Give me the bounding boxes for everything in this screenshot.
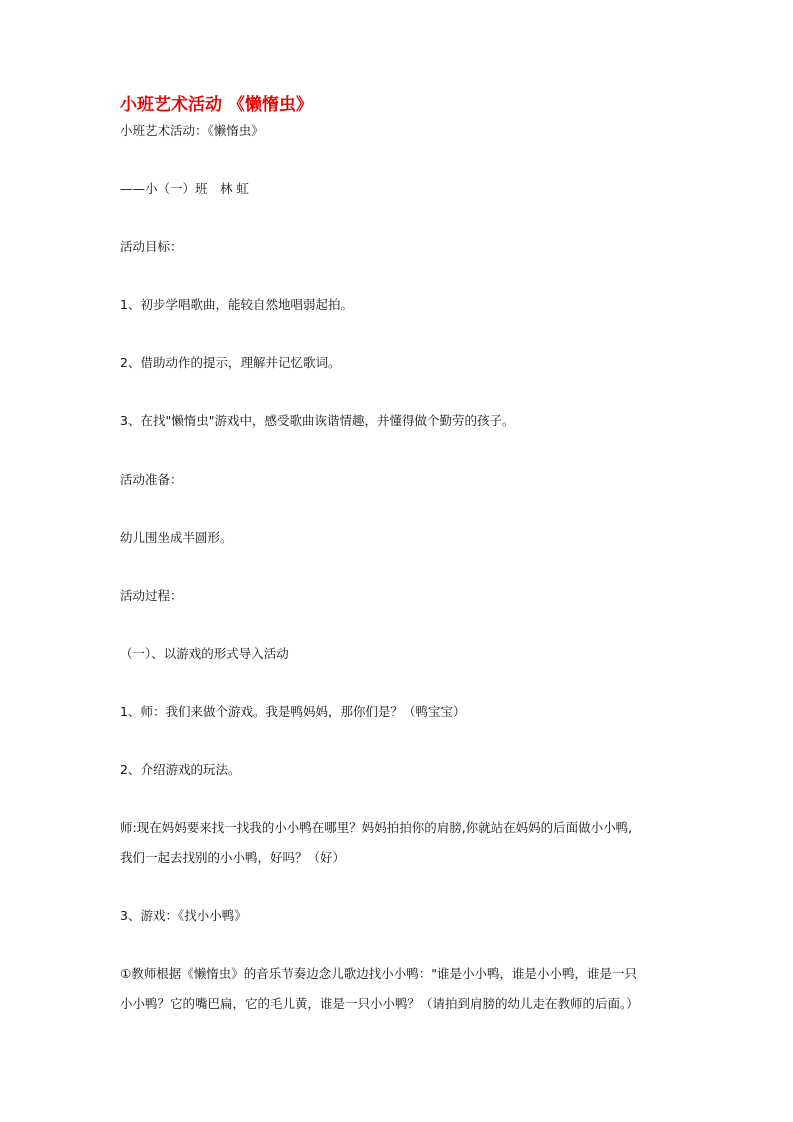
process-step-heading-1: （一）、以游戏的形式导入活动: [120, 646, 289, 661]
preparation-text: 幼儿围坐成半圆形。: [120, 530, 233, 545]
game-description-line-1: ①教师根据《懒惰虫》的音乐节奏边念儿歌边找小小鸭："谁是小小鸭，谁是小小鸭，谁是一只: [120, 966, 637, 981]
game-description-line-2: 小小鸭？它的嘴巴扁，它的毛儿黄，谁是一只小小鸭？（请拍到肩膀的幼儿走在教师的后面。）: [120, 996, 639, 1011]
section-heading-process: 活动过程：: [120, 588, 183, 603]
teacher-speech-line-2: 我们一起去找别的小小鸭，好吗？（好）: [120, 850, 346, 865]
teacher-speech-line-1: 师:现在妈妈要来找一找我的小小鸭在哪里？妈妈拍拍你的肩膀,你就站在妈妈的后面做小小鸭,: [120, 820, 633, 835]
process-item-2: 2、介绍游戏的玩法。: [120, 762, 241, 777]
goal-item-3: 3、在找"懒惰虫"游戏中，感受歌曲诙谐情趣，并懂得做个勤劳的孩子。: [120, 413, 515, 428]
goal-item-2: 2、借助动作的提示，理解并记忆歌词。: [120, 355, 341, 370]
process-item-1: 1、师：我们来做个游戏。我是鸭妈妈，那你们是？（鸭宝宝）: [120, 704, 466, 719]
document-title: 小班艺术活动 《懒惰虫》: [120, 95, 313, 115]
section-heading-goals: 活动目标：: [120, 239, 183, 254]
section-heading-preparation: 活动准备：: [120, 472, 183, 487]
author-line: ——小（一）班 林 虹: [120, 181, 249, 196]
subtitle-line: 小班艺术活动：《懒惰虫》: [120, 123, 264, 138]
process-item-3: 3、游戏：《找小小鸭》: [120, 908, 247, 923]
goal-item-1: 1、初步学唱歌曲，能较自然地唱弱起拍。: [120, 297, 353, 312]
